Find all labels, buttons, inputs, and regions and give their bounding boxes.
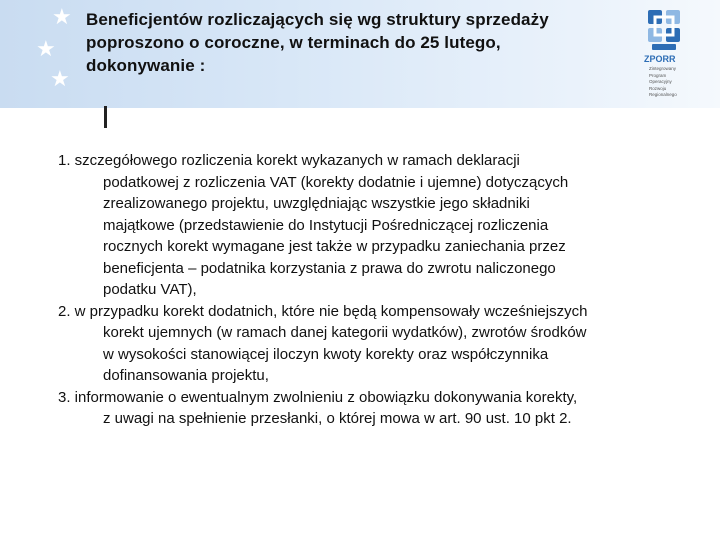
list-item	[58, 301, 698, 387]
logo-subtitle-line: Regionalnego	[649, 92, 677, 98]
vertical-divider	[104, 106, 107, 128]
list-item-line: 1. szczegółowego rozliczenia korekt wykazanych w ramach deklaracji	[58, 152, 520, 169]
logo-subtitle-line: Rozwoju	[649, 85, 667, 91]
slide-header	[0, 0, 720, 108]
list-item-line: w wysokości stanowiącej iloczyn kwoty korekty oraz współczynnika	[103, 345, 549, 363]
list-item-line: korekt ujemnych (w ramach danej kategorii wydatków), zwrotów środków	[103, 324, 587, 341]
logo-subtitle-line: Program	[649, 72, 667, 78]
star-icon: ★	[36, 36, 56, 61]
title-line: poproszono o coroczne, w terminach do 25 lutego,	[86, 33, 501, 52]
list-item-line: rocznych korekt wymagane jest także w przypadku zaniechania przez	[103, 238, 566, 255]
list-item-line: podatku VAT),	[103, 281, 197, 298]
logo-subtitle	[649, 66, 677, 99]
list-item-line: dofinansowania projektu,	[103, 367, 269, 384]
title-line: Beneficjentów rozliczających się wg struktury sprzedaży	[86, 10, 549, 29]
logo-name: ZPORR	[644, 54, 676, 64]
list-item	[58, 150, 698, 301]
list-item-line: beneficjenta – podatnika korzystania z prawa do zwrotu naliczonego	[103, 259, 556, 277]
zporr-logo	[644, 8, 694, 104]
logo-subtitle-line: Zintegrowany	[649, 66, 677, 71]
list-item-line: 3. informowanie o ewentualnym zwolnieniu z obowiązku dokonywania korekty,	[58, 388, 578, 406]
title-line: dokonywanie :	[86, 56, 206, 75]
list-item-line: zrealizowanego projektu, uwzględniając wszystkie jego składniki	[103, 195, 530, 212]
logo-subtitle-line: Operacyjny	[649, 79, 672, 85]
numbered-list	[58, 150, 698, 430]
star-icon: ★	[52, 4, 72, 29]
star-icon: ★	[50, 66, 70, 91]
list-item-line: majątkowe (przedstawienie do Instytucji Pośredniczącej rozliczenia	[103, 216, 549, 234]
list-item-line: z uwagi na spełnienie przesłanki, o której mowa w art. 90 ust. 10 pkt 2.	[103, 410, 572, 427]
eu-stars-decoration	[0, 0, 80, 108]
list-item	[58, 387, 698, 430]
list-item-line: podatkowej z rozliczenia VAT (korekty dodatnie i ujemne) dotyczących	[103, 173, 569, 191]
zporr-emblem-icon	[644, 8, 684, 52]
list-item-line: 2. w przypadku korekt dodatnich, które nie będą kompensowały wcześniejszych	[58, 302, 588, 320]
slide-title	[86, 8, 618, 77]
